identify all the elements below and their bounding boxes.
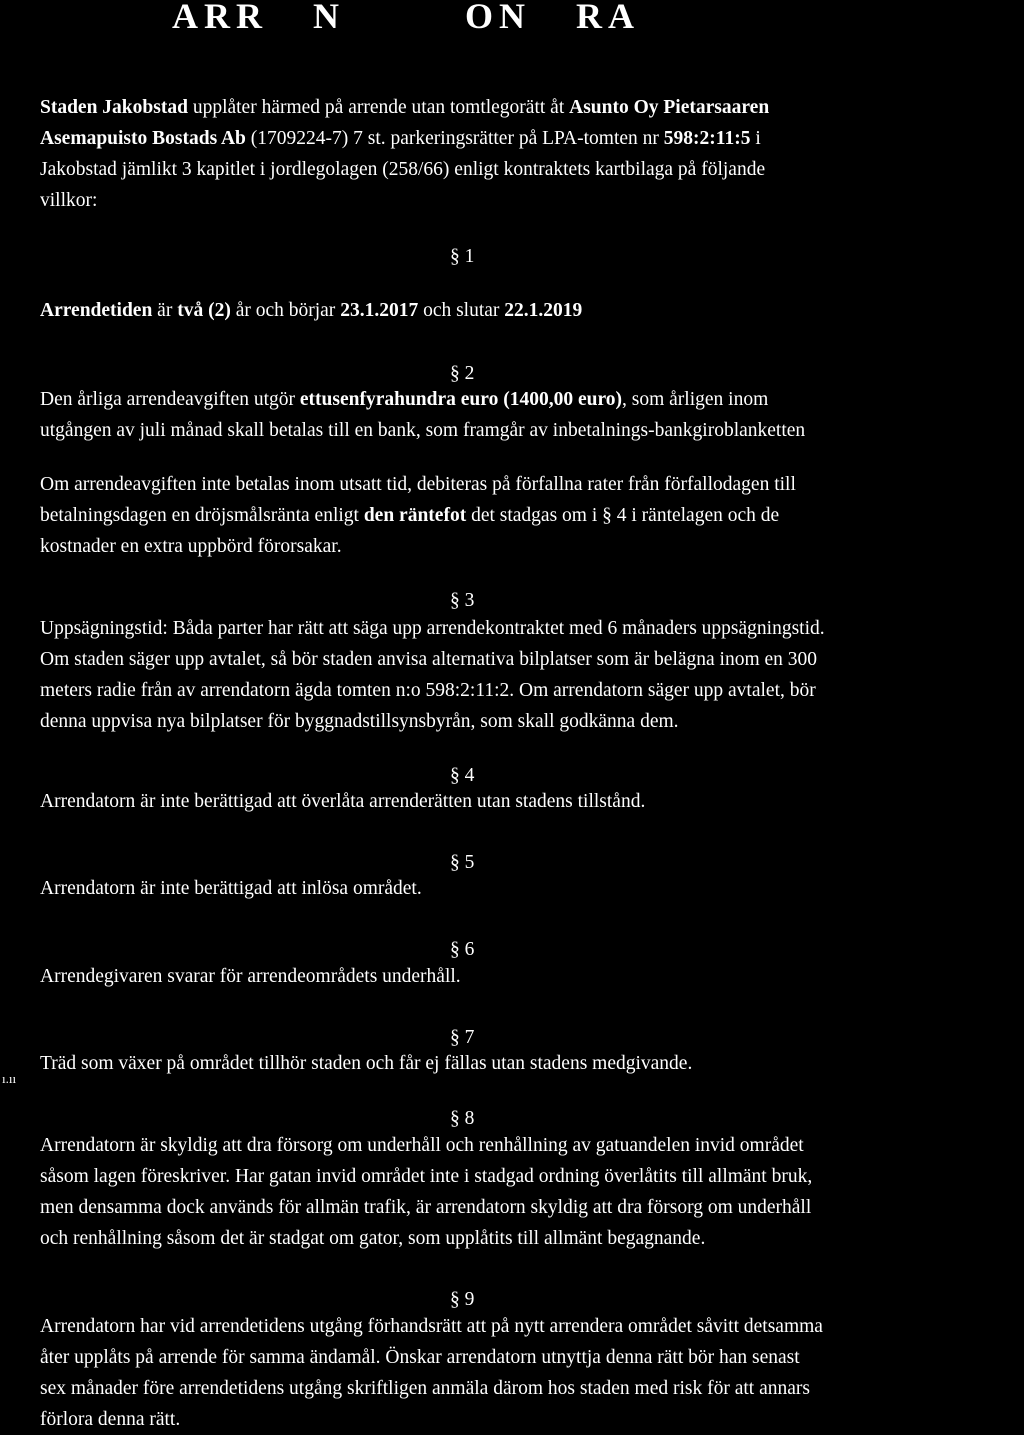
section-line [40, 384, 1024, 415]
text: (1709224-7) 7 st. parkeringsrätter på LPA-tomten nr [245, 128, 664, 149]
section-line: åter upplåts på arrende för samma ändamål. Önskar arrendatorn utnyttja denna rätt bör han senast [40, 1347, 800, 1368]
section-7-body [40, 1048, 1024, 1079]
section-line: kostnader en extra uppbörd förorsakar. [40, 536, 342, 557]
section-line: såsom lagen föreskriver. Har gatan invid området inte i stadgad ordning överlåtits till allmänt bruk, [40, 1166, 813, 1187]
section-line: utgången av juli månad skall betalas till en bank, som framgår av inbetalnings-bankgiroblanketten [40, 420, 806, 441]
bold-text: 22.1.2019 [504, 300, 583, 321]
section-1-body [40, 295, 1024, 326]
section-line: Träd som växer på området tillhör staden och får ej fällas utan stadens medgivande. [40, 1053, 693, 1074]
section-line: Arrendatorn har vid arrendetidens utgång förhandsrätt att på nytt arrendera området såvitt detsamma [40, 1316, 823, 1337]
margin-mark: ı.ıı [2, 1071, 17, 1086]
bold-text: den räntefot [363, 505, 467, 526]
text: är [152, 300, 178, 321]
bold-text: Asunto Oy Pietarsaaren [569, 97, 770, 118]
section-2-paragraph-1 [40, 384, 1024, 446]
section-9-heading: § 9 [450, 1289, 475, 1310]
bold-text: Staden Jakobstad [40, 97, 188, 118]
text: Den årliga arrendeavgiften utgör [40, 389, 300, 410]
section-8-body [40, 1130, 1024, 1254]
document-title: ARR N ON RA [172, 0, 640, 36]
section-line: sex månader före arrendetidens utgång skriftligen anmäla därom hos staden med risk för att annars [40, 1378, 810, 1399]
bold-text: Arrendetiden [40, 300, 153, 321]
section-line: och renhållning såsom det är stadgat om gator, som upplåtits till allmänt begagnande. [40, 1228, 706, 1249]
section-6-heading: § 6 [450, 939, 475, 960]
section-line: Om arrendeavgiften inte betalas inom utsatt tid, debiteras på förfallna rater från förfallodagen till [40, 474, 796, 495]
section-line: Arrendegivaren svarar för arrendeområdets underhåll. [40, 966, 461, 987]
section-3-heading: § 3 [450, 590, 475, 611]
section-8-heading: § 8 [450, 1108, 475, 1129]
section-1-heading: § 1 [450, 246, 475, 267]
intro-line [40, 92, 1024, 123]
section-line: Om staden säger upp avtalet, så bör staden anvisa alternativa bilplatser som är belägna inom en 300 [40, 649, 818, 670]
section-line: Arrendatorn är inte berättigad att överlåta arrenderätten utan stadens tillstånd. [40, 791, 646, 812]
intro-line: Jakobstad jämlikt 3 kapitlet i jordlegolagen (258/66) enligt kontraktets kartbilaga på följande [40, 159, 766, 180]
bold-text: 23.1.2017 [340, 300, 419, 321]
section-line: Arrendatorn är inte berättigad att inlösa området. [40, 878, 422, 899]
section-6-body [40, 961, 1024, 992]
section-line [40, 500, 1024, 531]
section-line: denna uppvisa nya bilplatser för byggnadstillsynsbyrån, som skall godkänna dem. [40, 711, 679, 732]
text: upplåter härmed på arrende utan tomtlegorätt åt [187, 97, 570, 118]
section-2-heading: § 2 [450, 363, 475, 384]
section-3-body [40, 613, 1024, 737]
intro-line: villkor: [40, 190, 98, 211]
text: år och börjar [230, 300, 341, 321]
text: , som årligen inom [622, 389, 769, 410]
bold-text: Asemapuisto Bostads Ab [40, 128, 246, 149]
bold-text: två (2) [177, 300, 231, 321]
text: i [750, 128, 761, 149]
bold-text: ettusenfyrahundra euro (1400,00 euro) [299, 389, 622, 410]
section-line: meters radie från av arrendatorn ägda tomten n:o 598:2:11:2. Om arrendatorn säger upp avtalet, bör [40, 680, 816, 701]
text: betalningsdagen en dröjsmålsränta enligt [40, 505, 364, 526]
section-9-body [40, 1311, 1024, 1435]
text: det stadgas om i § 4 i räntelagen och de [466, 505, 780, 526]
section-line: men densamma dock används för allmän trafik, är arrendatorn skyldig att dra försorg om underhåll [40, 1197, 812, 1218]
section-5-body [40, 873, 1024, 904]
section-line: Uppsägningstid: Båda parter har rätt att säga upp arrendekontraktet med 6 månaders uppsägningstid. [40, 618, 825, 639]
section-7-heading: § 7 [450, 1027, 475, 1048]
intro-paragraph [40, 92, 1024, 216]
section-line: Arrendatorn är skyldig att dra försorg om underhåll och renhållning av gatuandelen invid området [40, 1135, 804, 1156]
section-2-paragraph-2 [40, 469, 1024, 562]
intro-line [40, 123, 1024, 154]
text: och slutar [418, 300, 505, 321]
section-4-heading: § 4 [450, 765, 475, 786]
section-line: förlora denna rätt. [40, 1409, 181, 1430]
section-line [40, 295, 1024, 326]
section-5-heading: § 5 [450, 852, 475, 873]
section-4-body [40, 786, 1024, 817]
bold-text: 598:2:11:5 [663, 128, 751, 149]
